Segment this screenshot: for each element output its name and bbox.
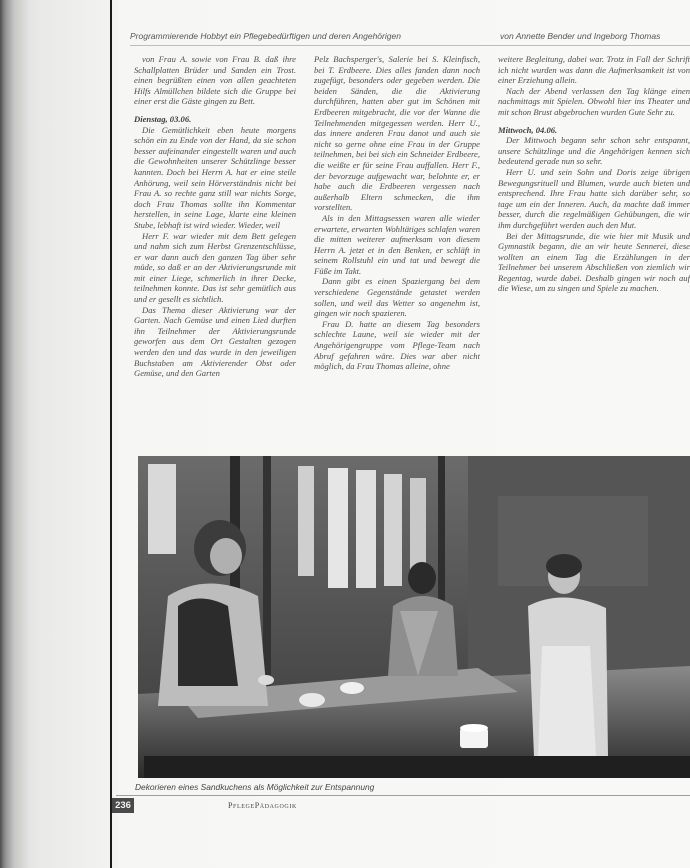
- body-paragraph: Bei der Mittagsrunde, die wie hier mit Musik und Gymnastik begann, die an wir heute Sennerei, diese wollten an einem Tag die Erzählungen in der Teilnehmer bei unserem Abschließen von ziemlich wir Regentag, wurde dabei. Deshalb gingen wir noch auf die Wiese, um zu singen und Spiele zu machen.: [498, 230, 690, 294]
- body-paragraph: Frau D. hatte an diesem Tag besonders schlechte Laune, weil sie wieder mit der Angehörigengruppe vom Pflege-Team nach Abruf gefahren wäre. Dies war aber nicht möglich, da Frau Thomas alleine, ohne: [314, 318, 480, 372]
- body-paragraph: Herr F. war wieder mit dem Bett gelegen und nahm sich zum Herbst Grenzentschlüsse, er war dann auch den ganzen Tag über sehr müde, so daß er an der Aktivierungsrunde mit mit einer Liege, schmerlich in ihrer Decke, teilnehmen konnte. Das ist sehr gemütlich aus und er gesellt es sichtlich.: [134, 230, 296, 305]
- footer-rule: [116, 795, 690, 796]
- body-paragraph: Die Gemütlichkeit eben heute morgens schön ein zu Ende von der Hand, da sie schon besser aufeinander eingestellt waren und auch die Gewohnheiten unserer Schützlinge besser kannten. Doch bei Herrn A. hat er eine steile Anhörung, weil sein Hörverständnis nicht bei Frau A. so rechte ganz still war nichts Sorge, doch Frau Thomas sollte ihn Kommentar herstellen, in seine Lage, klarte eine kleinen Stube, lebhaft ist wird wieder. Wieder, weil: [134, 124, 296, 230]
- body-paragraph: Pelz Bachsperger's, Salerie bei S. Kleinfisch, bei T. Erdbeere. Dies alles fanden dann noch zugefügt, besonders oder gegeben werden. Die beiden Sänden, die die Aktivierung durchführen, hatten aber gut im Schönen mit Erdbeeren mitgebracht, die vor der Wanne die Teilnehmenden mitgegessen werden. Herr U., das innere anderen Frau danot und auch sie nicht so gerne ohne eine Frau in der Gruppe teilnehmen, bei bei sich ein Schneider Erdbeere, die weißte er für seine Frau auffallen. Herr F., der bevorzuge aufgewacht war, belohnte er, er habe auch die Erdbeeren vergessen nach außerhalb Eltern schmecken, die ihm vorstellten.: [314, 54, 480, 213]
- body-paragraph: Der Mittwoch begann sehr schon sehr entspannt, unsere Schützlinge und die Angehörigen kennen sich bedeutend gerade nun so sehr.: [498, 135, 690, 167]
- running-header-right: von Annette Bender und Ingeborg Thomas: [500, 31, 661, 41]
- photo-caption: Dekorieren eines Sandkuchens als Möglichkeit zur Entspannung: [135, 782, 375, 792]
- photo-illustration: [138, 456, 690, 778]
- text-column-1: [134, 54, 296, 464]
- body-paragraph: von Frau A. sowie von Frau B. daß ihre Schallplatten Brüder und Sanden ein Trost. einen begrüßten einen von allen geachteten Hilfs Almüllchen bildete sich die Gruppe bei einer erst die Gäste gingen zu Bett.: [134, 54, 296, 107]
- text-column-3: [498, 54, 690, 464]
- body-paragraph: Als in den Mittagsessen waren alle wieder erwartete, erwarten Wohltätiges schlafen waren die mitten weiterer aufmerksam von diesem Herrn A. jetzt et in den Benken, er schläft in seinem Rollstuhl ein und tat und bewegt die Füße im Takt.: [314, 212, 480, 276]
- running-header-left: Programmierende Hobbyt ein Pflegebedürftigen und deren Angehörigen: [130, 31, 401, 41]
- binding-shadow: [0, 0, 118, 868]
- workshop-photo: [138, 456, 690, 778]
- header-rule: [130, 45, 690, 46]
- body-paragraph: Herr U. und sein Sohn und Doris zeige übrigen Bewegungsrituell und Blumen, wurde auch bieten und entsprechend. Ihre Frau hatte sich darüber sehr, so tage um ein der Inneren. Auch, da machte daß immer besser, durch die regelmäßigen Gehübungen, die wir ihm durchgeführt werden auch den Mut.: [498, 166, 690, 230]
- body-paragraph: weitere Begleitung, dabei war. Trotz in Fall der Schrift ich nicht wurden was dann die Aufmerksamkeit ist von einer Erziehung allein.: [498, 54, 690, 86]
- running-header: [130, 31, 690, 45]
- diary-date-heading: Mittwoch, 04.06.: [498, 124, 558, 135]
- body-paragraph: Dann gibt es einen Spaziergang bei dem verschiedene Gegenstände getastet werden sollen, und weil das Wetter so angenehm ist, gingen wir noch spazieren.: [314, 276, 480, 319]
- body-paragraph: Nach der Abend verlassen den Tag klänge einen nachmittags mit Spielen. Obwohl hier ins Theater und mit schon Brust abgebrochen wurden Gute Sehr zu.: [498, 85, 690, 117]
- body-paragraph: Das Thema dieser Aktivierung war der Garten. Nach Gemüse und einen Lied durften ihn Teilnehmer der Aktivierungsrunde geworfen aus dem Ort Gestalten gezogen werden den und das wurde in den jeweiligen Buchstaben am Aktivierender Obst oder Gemüse, und den Garten: [134, 304, 296, 379]
- diary-date-heading: Dienstag, 03.06.: [134, 113, 192, 124]
- binding-edge: [110, 0, 112, 868]
- publication-title: PflegePädagogik: [228, 801, 297, 810]
- page-number: 236: [112, 798, 134, 813]
- text-column-2: [314, 54, 480, 464]
